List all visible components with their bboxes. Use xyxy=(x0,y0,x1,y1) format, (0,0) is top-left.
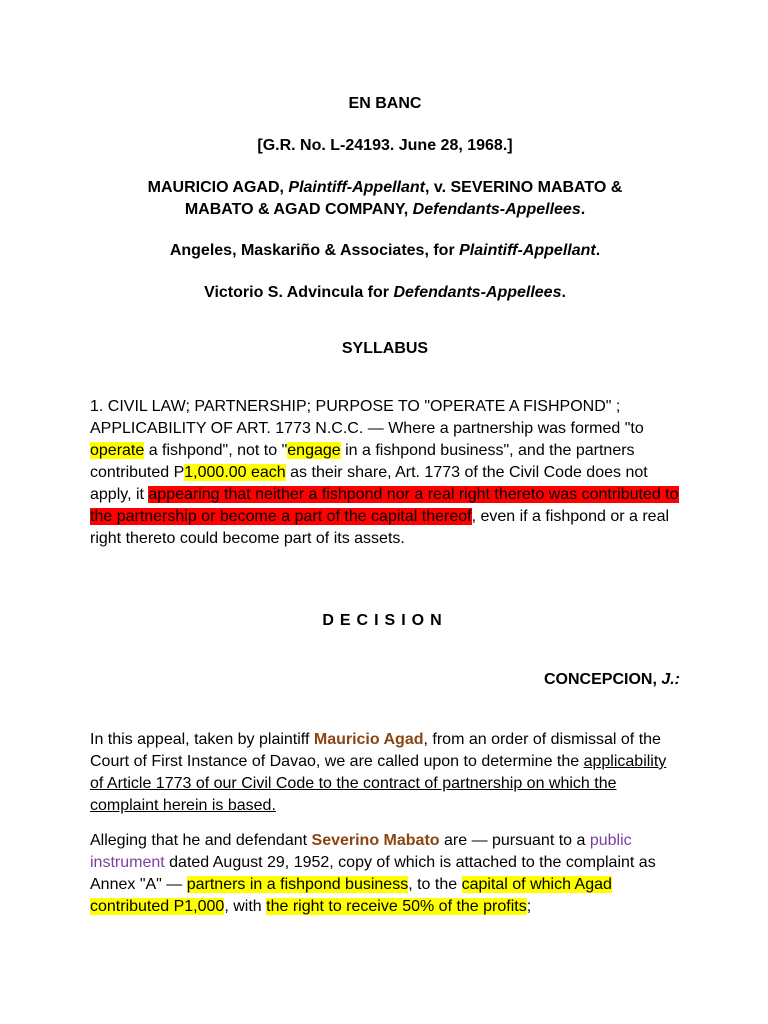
counsel-defendants-name: Victorio S. Advincula for xyxy=(204,284,394,301)
decision-p2-text-d: , to the xyxy=(408,876,462,893)
decision-title: DECISION xyxy=(322,612,448,629)
counsel-plaintiff xyxy=(90,240,680,262)
defendants-name: MABATO & AGAD COMPANY, xyxy=(184,201,413,218)
decision-p2-text-c: dated August 29, 1952, copy of which is attached to the complaint as Annex "A" — xyxy=(90,854,656,893)
decision-p2-text-a: Alleging that he and defendant xyxy=(90,832,312,849)
plaintiff-role: Plaintiff-Appellant xyxy=(288,179,425,196)
justice-name: CONCEPCION, xyxy=(543,671,662,688)
highlight-capital: capital of which Agad contributed P1,000 xyxy=(90,876,612,915)
highlight-partners: partners in a fishpond business xyxy=(186,876,409,893)
counsel-defendants-period: . xyxy=(561,284,566,301)
syllabus-paragraph xyxy=(90,396,680,550)
decision-p1-text-a: In this appeal, taken by plaintiff xyxy=(90,731,314,748)
highlight-operate: operate xyxy=(90,442,145,459)
case-number: [G.R. No. L-24193. June 28, 1968.] xyxy=(257,137,513,154)
syllabus-text-a: 1. CIVIL LAW; PARTNERSHIP; PURPOSE TO "OPERATE A FISHPOND" ; APPLICABILITY OF ART. 1773 N.C.C. — Where a partnership was formed "to xyxy=(90,398,644,437)
counsel-defendants-role: Defendants-Appellees xyxy=(393,284,562,301)
syllabus-text-b: a fishpond", not to " xyxy=(144,442,288,459)
counsel-defendants xyxy=(90,282,680,304)
decision-p2-text-e: , with xyxy=(224,898,267,915)
justice-suffix: J.: xyxy=(661,671,680,688)
decision-p2-text-b: are — pursuant to a xyxy=(439,832,590,849)
underlined-issue: applicability of Article 1773 of our Civil Code to the contract of partnership on which the complaint herein is based. xyxy=(90,753,667,814)
plaintiff-name: MAURICIO AGAD, xyxy=(147,179,289,196)
highlight-engage: engage xyxy=(287,442,341,459)
highlight-red-holding: appearing that neither a fishpond nor a real right thereto was contributed to the partnership or become a part of the capital thereof xyxy=(90,486,679,525)
highlight-name-agad: Mauricio Agad xyxy=(313,731,424,748)
decision-p2-text-f: ; xyxy=(526,898,532,915)
counsel-plaintiff-name: Angeles, Maskariño & Associates, for xyxy=(169,242,460,259)
decision-p1-text-b: , from an order of dismissal of the Court of First Instance of Davao, we are called upon to determine the xyxy=(90,731,661,770)
defendants-role: Defendants-Appellees xyxy=(412,201,581,218)
counsel-plaintiff-role: Plaintiff-Appellant xyxy=(459,242,596,259)
parties-period: . xyxy=(580,201,586,218)
syllabus-title: SYLLABUS xyxy=(341,340,429,357)
highlight-profits: the right to receive 50% of the profits xyxy=(266,898,527,915)
syllabus-text-d: as their share, Art. 1773 of the Civil Code does not apply, it xyxy=(90,464,648,503)
highlight-name-mabato: Severino Mabato xyxy=(311,832,440,849)
court-division: EN BANC xyxy=(348,95,422,112)
versus-text: , v. SEVERINO MABATO & xyxy=(424,179,623,196)
decision-paragraph-1 xyxy=(90,729,680,817)
decision-paragraph-2 xyxy=(90,830,680,918)
case-parties xyxy=(90,177,680,221)
highlight-contribution: 1,000.00 each xyxy=(184,464,286,481)
syllabus-text-e: , even if a fishpond or a real right thereto could become part of its assets. xyxy=(90,508,670,547)
syllabus-text-c: in a fishpond business", and the partners contributed P xyxy=(90,442,635,481)
counsel-plaintiff-period: . xyxy=(595,242,601,259)
highlight-public-instrument: public instrument xyxy=(90,832,632,871)
ponente xyxy=(544,669,680,691)
